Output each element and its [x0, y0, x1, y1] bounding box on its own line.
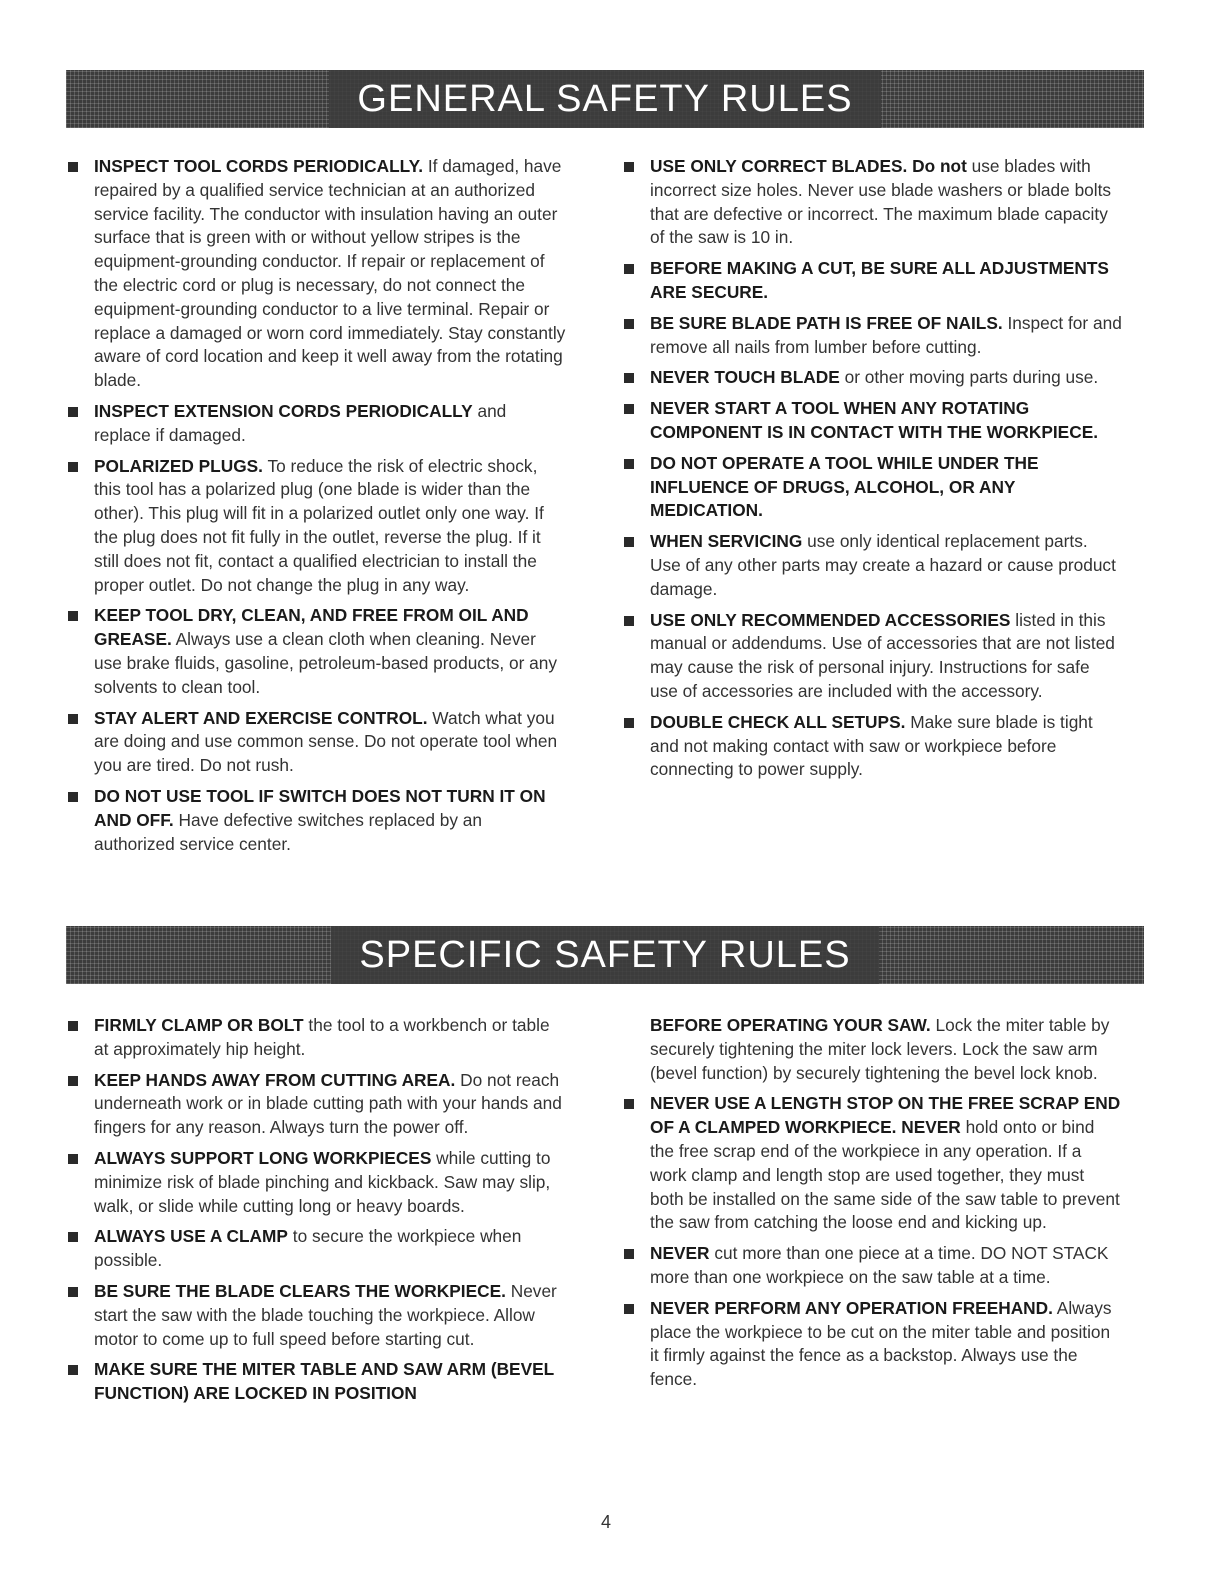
- rule-text: or other moving parts during use.: [839, 367, 1099, 388]
- rule-item: [622, 452, 1122, 523]
- rule-text: Lock the miter table by securely tightening the miter lock levers. Lock the saw arm (bevel function) by securely tightening the bevel lock knob.: [650, 1015, 1110, 1083]
- rule-text: Watch what you are doing and use common sense. Do not operate tool when you are tired. Do not rush.: [94, 707, 558, 776]
- square-bullet-icon: [68, 1154, 78, 1164]
- square-bullet-icon: [624, 162, 634, 172]
- square-bullet-icon: [68, 1287, 78, 1297]
- rule-item: [66, 155, 566, 393]
- rule-heading: INSPECT EXTENSION CORDS PERIODICALLY: [94, 400, 473, 421]
- page-number: 4: [600, 1512, 611, 1532]
- rule-item: [622, 257, 1122, 305]
- specific-safety-title: SPECIFIC SAFETY RULES: [331, 926, 878, 984]
- rule-item: [622, 1242, 1122, 1290]
- rule-text: and replace if damaged.: [94, 400, 507, 445]
- rule-item: [622, 609, 1122, 704]
- general-safety-banner: [66, 70, 1144, 128]
- rule-heading: NEVER: [650, 1243, 710, 1264]
- rule-heading: BE SURE BLADE PATH IS FREE OF NAILS.: [650, 312, 1003, 333]
- square-bullet-icon: [624, 373, 634, 383]
- rule-item: [66, 785, 566, 856]
- rule-heading: USE ONLY CORRECT BLADES. Do not: [650, 156, 967, 176]
- rule-heading: NEVER USE A LENGTH STOP ON THE FREE SCRAP END OF A CLAMPED WORKPIECE. NEVER: [650, 1093, 1121, 1138]
- general-safety-title: GENERAL SAFETY RULES: [329, 70, 880, 128]
- rule-item: [66, 400, 566, 448]
- square-bullet-icon: [624, 1304, 634, 1314]
- rule-text: If damaged, have repaired by a qualified service technician at an authorized service facility. The conductor with insulation having an outer surface that is green with or without yellow stripes is the equipment-grounding conductor. If repair or replacement of the electric cord or plug is necessary, do not connect the equipment-grounding conductor to a live terminal. Repair or replace a damaged or worn cord immediately. Stay constantly aware of cord location and keep it well away from the rotating blade.: [94, 156, 566, 391]
- square-bullet-icon: [68, 1076, 78, 1086]
- square-bullet-icon: [68, 407, 78, 417]
- rule-item: [66, 1069, 566, 1140]
- rule-heading: USE ONLY RECOMMENDED ACCESSORIES: [650, 609, 1011, 630]
- rule-heading: STAY ALERT AND EXERCISE CONTROL.: [94, 707, 428, 728]
- rule-text: use only identical replacement parts. Use of any other parts may create a hazard or cause product damage.: [650, 531, 1116, 599]
- rule-heading: POLARIZED PLUGS.: [94, 455, 263, 476]
- square-bullet-icon: [624, 319, 634, 329]
- general-left-column: [66, 155, 566, 863]
- rule-item: [622, 711, 1122, 782]
- rule-heading: MAKE SURE THE MITER TABLE AND SAW ARM (BEVEL FUNCTION) ARE LOCKED IN POSITION: [94, 1359, 554, 1404]
- rule-item: [66, 1225, 566, 1273]
- square-bullet-icon: [624, 718, 634, 728]
- rule-text: To reduce the risk of electric shock, this tool has a polarized plug (one blade is wider than the other). This plug will fit in a polarized outlet only one way. If the plug does not fit fully in the outlet, reverse the plug. If it still does not fit, contact a qualified electrician to install the proper outlet. Do not change the plug in any way.: [94, 455, 544, 595]
- rule-text: Have defective switches replaced by an authorized service center.: [94, 809, 483, 854]
- rule-text: Do not reach underneath work or in blade cutting path with your hands and fingers for any reason. Always turn the power off.: [94, 1069, 562, 1138]
- square-bullet-icon: [624, 537, 634, 547]
- rule-text: hold onto or bind the free scrap end of the workpiece in any operation. If a work clamp and length stop are used together, they must both be installed on the same side of the saw table to prevent the saw from catching the loose end and kicking up.: [650, 1117, 1120, 1233]
- rule-text: while cutting to minimize risk of blade pinching and kickback. Saw may slip, walk, or slide while cutting long or heavy boards.: [94, 1147, 551, 1216]
- rule-text: Inspect for and remove all nails from lumber before cutting.: [650, 312, 1122, 357]
- rule-text: Make sure blade is tight and not making contact with saw or workpiece before connecting to power supply.: [650, 711, 1093, 780]
- rule-text: use blades with incorrect size holes. Never use blade washers or blade bolts that are defective or incorrect. The maximum blade capacity of the saw is 10 in.: [650, 156, 1112, 248]
- square-bullet-icon: [624, 404, 634, 414]
- rule-item: [622, 1014, 1122, 1085]
- rule-text: to secure the workpiece when possible.: [94, 1226, 522, 1271]
- rule-item: [622, 366, 1122, 390]
- rule-heading: BE SURE THE BLADE CLEARS THE WORKPIECE.: [94, 1280, 506, 1301]
- rule-item: [622, 155, 1122, 250]
- square-bullet-icon: [68, 1365, 78, 1375]
- rule-item: [622, 530, 1122, 601]
- rule-text: the tool to a workbench or table at approximately hip height.: [94, 1015, 550, 1059]
- rule-item: [66, 1014, 566, 1062]
- rule-text: Never start the saw with the blade touching the workpiece. Allow motor to come up to full speed before starting cut.: [94, 1280, 557, 1349]
- rule-item: [66, 604, 566, 699]
- rule-heading: WHEN SERVICING: [650, 531, 803, 552]
- square-bullet-icon: [624, 264, 634, 274]
- rule-heading: ALWAYS SUPPORT LONG WORKPIECES: [94, 1147, 432, 1168]
- rule-text: cut more than one piece at a time. DO NOT STACK more than one workpiece on the saw table at a time.: [650, 1243, 1109, 1287]
- square-bullet-icon: [624, 1249, 634, 1259]
- rule-item: [622, 1092, 1122, 1235]
- rule-item: [66, 1358, 566, 1406]
- square-bullet-icon: [68, 611, 78, 621]
- square-bullet-icon: [68, 462, 78, 472]
- rule-heading: KEEP TOOL DRY, CLEAN, AND FREE FROM OIL AND GREASE.: [94, 605, 529, 650]
- rule-heading: DO NOT USE TOOL IF SWITCH DOES NOT TURN IT ON AND OFF.: [94, 785, 546, 830]
- rule-text: Always place the workpiece to be cut on the miter table and position it firmly against the fence as a backstop. Always use the fence.: [650, 1297, 1112, 1390]
- rule-heading: FIRMLY CLAMP OR BOLT: [94, 1015, 304, 1035]
- rule-item: [66, 707, 566, 778]
- rule-item: [66, 455, 566, 598]
- rule-heading: INSPECT TOOL CORDS PERIODICALLY.: [94, 156, 424, 176]
- square-bullet-icon: [68, 1021, 78, 1031]
- rule-item: [66, 1280, 566, 1351]
- rule-item: [622, 1297, 1122, 1392]
- rule-heading: NEVER PERFORM ANY OPERATION FREEHAND.: [650, 1297, 1053, 1318]
- square-bullet-icon: [68, 1232, 78, 1242]
- rule-item: [622, 397, 1122, 445]
- square-bullet-icon: [68, 792, 78, 802]
- square-bullet-icon: [68, 162, 78, 172]
- rule-item: [66, 1147, 566, 1218]
- rule-text: Always use a clean cloth when cleaning. Never use brake fluids, gasoline, petroleum-based products, or any solvents to clean tool.: [94, 629, 558, 697]
- specific-left-column: [66, 1014, 566, 1413]
- square-bullet-icon: [624, 616, 634, 626]
- rule-heading: ALWAYS USE A CLAMP: [94, 1226, 288, 1247]
- rule-heading: DO NOT OPERATE A TOOL WHILE UNDER THE INFLUENCE OF DRUGS, ALCOHOL, OR ANY MEDICATION.: [650, 452, 1039, 521]
- square-bullet-icon: [624, 1099, 634, 1109]
- square-bullet-icon: [624, 459, 634, 469]
- rule-text: listed in this manual or addendums. Use of accessories that are not listed may cause the risk of personal injury. Instructions for safe use of accessories are included with the accessory.: [650, 609, 1115, 701]
- general-right-column: [622, 155, 1122, 789]
- rule-heading: BEFORE OPERATING YOUR SAW.: [650, 1015, 931, 1035]
- rule-item: [622, 312, 1122, 360]
- rule-heading: NEVER START A TOOL WHEN ANY ROTATING COMPONENT IS IN CONTACT WITH THE WORKPIECE.: [650, 398, 1099, 442]
- rule-heading: DOUBLE CHECK ALL SETUPS.: [650, 711, 906, 732]
- rule-heading: BEFORE MAKING A CUT, BE SURE ALL ADJUSTMENTS ARE SECURE.: [650, 258, 1109, 302]
- square-bullet-icon: [68, 714, 78, 724]
- specific-right-column: [622, 1014, 1122, 1399]
- specific-safety-banner: [66, 926, 1144, 984]
- rule-heading: KEEP HANDS AWAY FROM CUTTING AREA.: [94, 1069, 456, 1090]
- rule-heading: NEVER TOUCH BLADE: [650, 367, 840, 388]
